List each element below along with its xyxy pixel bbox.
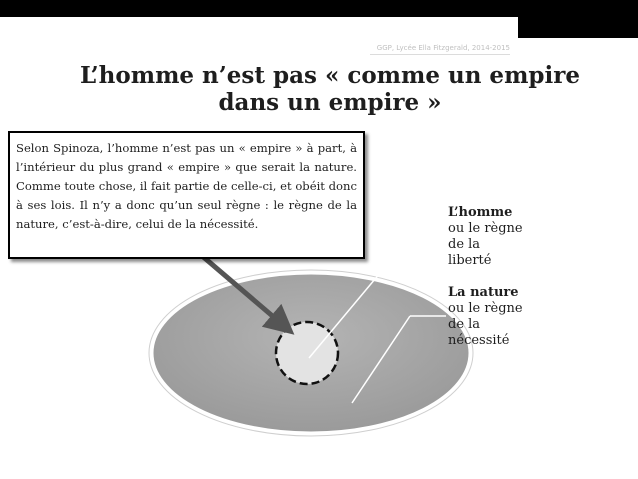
label-nature-line-3: nécessité xyxy=(448,333,510,348)
slide-title-line-1: L’homme n’est pas « comme un empire xyxy=(80,62,580,89)
label-nature-line-1: ou le règne xyxy=(448,301,523,316)
label-man-line-2: de la xyxy=(448,237,481,252)
quote-box xyxy=(8,131,365,259)
quote-text: Selon Spinoza, l’homme n’est pas un « empire » à part, à l’intérieur du plus grand « empire » que serait la nature. Comme toute chose, il fait partie de celle-ci, et obéit donc à ses lois. Il n’y a donc qu’un seul règne : le règne de la nature, c’est-à-dire, celui de la nécessité. xyxy=(16,141,357,231)
header-note: GGP, Lycée Ella Fitzgerald, 2014-2015 xyxy=(370,44,510,55)
label-man xyxy=(448,205,523,269)
label-nature-line-2: de la xyxy=(448,317,481,332)
label-man-line-3: liberté xyxy=(448,253,492,268)
label-man-title: L’homme xyxy=(448,205,513,220)
label-nature-title: La nature xyxy=(448,285,519,300)
label-nature xyxy=(448,285,523,349)
slide-title-line-2: dans un empire » xyxy=(218,89,442,116)
label-man-line-1: ou le règne xyxy=(448,221,523,236)
man-circle xyxy=(276,322,338,384)
